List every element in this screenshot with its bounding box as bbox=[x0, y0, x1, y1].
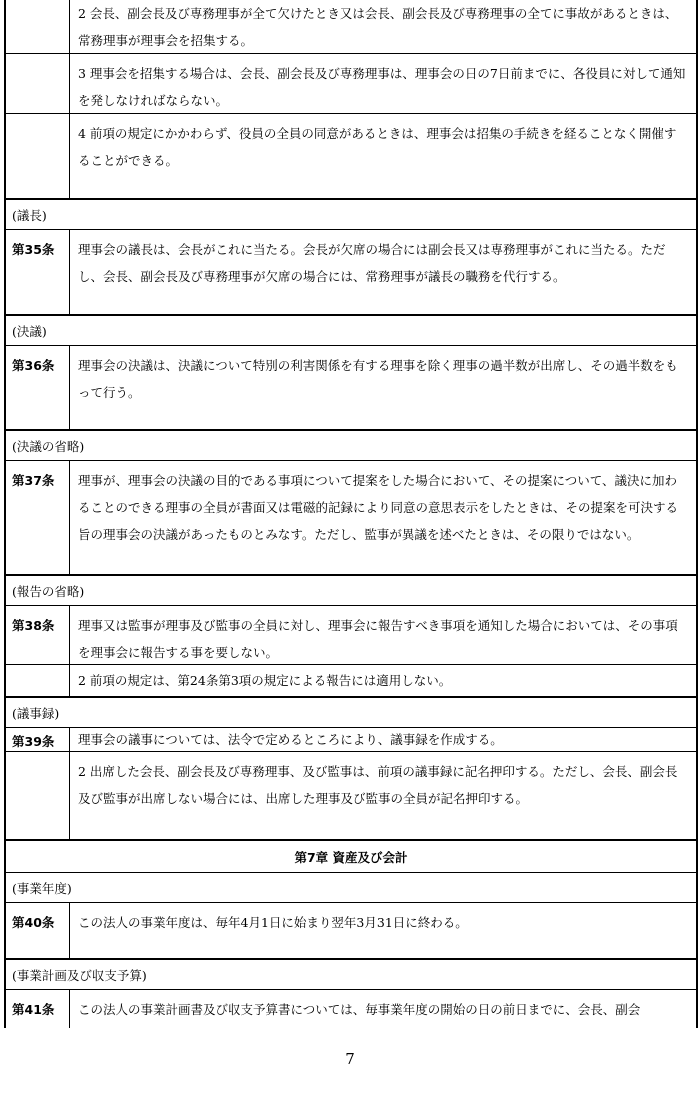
article-text: 理事会の議長は、会長がこれに当たる。会長が欠席の場合には副会長又は専務理事がこれに当たる。ただし、会長、副会長及び専務理事が欠席の場合には、常務理事が議長の職務を代行する。 bbox=[78, 242, 666, 284]
article-number: 第35条 bbox=[6, 230, 70, 314]
article-row bbox=[6, 230, 696, 316]
article-row bbox=[6, 728, 696, 752]
article-row bbox=[6, 461, 696, 576]
article-number: 第37条 bbox=[6, 461, 70, 574]
article-heading: (議事録) bbox=[6, 698, 696, 728]
article-row bbox=[6, 990, 696, 1028]
article-text: 理事又は監事が理事及び監事の全員に対し、理事会に報告すべき事項を通知した場合においては、その事項を理事会に報告する事を要しない。 bbox=[78, 618, 678, 660]
article-number-cell bbox=[6, 114, 70, 198]
article-row bbox=[6, 346, 696, 431]
article-text: 理事会の決議は、決議について特別の利害関係を有する理事を除く理事の過半数が出席し、その過半数をもって行う。 bbox=[78, 358, 678, 400]
article-number-cell bbox=[6, 665, 70, 696]
document-page bbox=[4, 0, 698, 1028]
paragraph-row bbox=[6, 114, 696, 200]
article-number: 第41条 bbox=[6, 990, 70, 1028]
article-heading: (議長) bbox=[6, 200, 696, 230]
paragraph-text: 4 前項の規定にかかわらず、役員の全員の同意があるときは、理事会は招集の手続きを経ることなく開催することができる。 bbox=[78, 126, 677, 168]
article-number: 第39条 bbox=[6, 728, 70, 751]
article-row bbox=[6, 903, 696, 960]
article-number-cell bbox=[6, 752, 70, 839]
article-number: 第38条 bbox=[6, 606, 70, 664]
article-number: 第36条 bbox=[6, 346, 70, 429]
article-number-cell bbox=[6, 0, 70, 53]
article-number-cell bbox=[6, 54, 70, 113]
article-heading: (事業計画及び収支予算) bbox=[6, 960, 696, 990]
article-heading: (決議の省略) bbox=[6, 431, 696, 461]
article-text: この法人の事業年度は、毎年4月1日に始まり翌年3月31日に終わる。 bbox=[78, 915, 468, 930]
article-heading: (事業年度) bbox=[6, 873, 696, 903]
article-heading: (報告の省略) bbox=[6, 576, 696, 606]
paragraph-text: 2 前項の規定は、第24条第3項の規定による報告には適用しない。 bbox=[78, 673, 452, 688]
article-text: 理事が、理事会の決議の目的である事項について提案をした場合において、その提案について、議決に加わることのできる理事の全員が書面又は電磁的記録により同意の意思表示をしたときは、その提案を可決する旨の理事会の決議があったものとみなす。ただし、監事が異議を述べたときは、その限りではない。 bbox=[78, 473, 679, 542]
paragraph-row bbox=[6, 54, 696, 114]
paragraph-text: 2 会長、副会長及び専務理事が全て欠けたとき又は会長、副会長及び専務理事の全てに事故があるときは、常務理事が理事会を招集する。 bbox=[78, 6, 678, 48]
article-number: 第40条 bbox=[6, 903, 70, 958]
article-text: この法人の事業計画書及び収支予算書については、毎事業年度の開始の日の前日までに、会長、副会 bbox=[78, 1002, 641, 1017]
chapter-title: 第7章 資産及び会計 bbox=[6, 841, 696, 873]
article-text: 理事会の議事については、法令で定めるところにより、議事録を作成する。 bbox=[78, 732, 503, 747]
paragraph-row bbox=[6, 752, 696, 841]
paragraph-row bbox=[6, 0, 696, 54]
paragraph-text: 2 出席した会長、副会長及び専務理事、及び監事は、前項の議事録に記名押印する。ただし、会長、副会長及び監事が出席しない場合には、出席した理事及び監事の全員が記名押印する。 bbox=[78, 764, 678, 806]
article-row bbox=[6, 606, 696, 665]
page-number: 7 bbox=[345, 1050, 355, 1068]
paragraph-text: 3 理事会を招集する場合は、会長、副会長及び専務理事は、理事会の日の7日前までに、各役員に対して通知を発しなければならない。 bbox=[78, 66, 686, 108]
article-heading: (決議) bbox=[6, 316, 696, 346]
paragraph-row bbox=[6, 665, 696, 698]
